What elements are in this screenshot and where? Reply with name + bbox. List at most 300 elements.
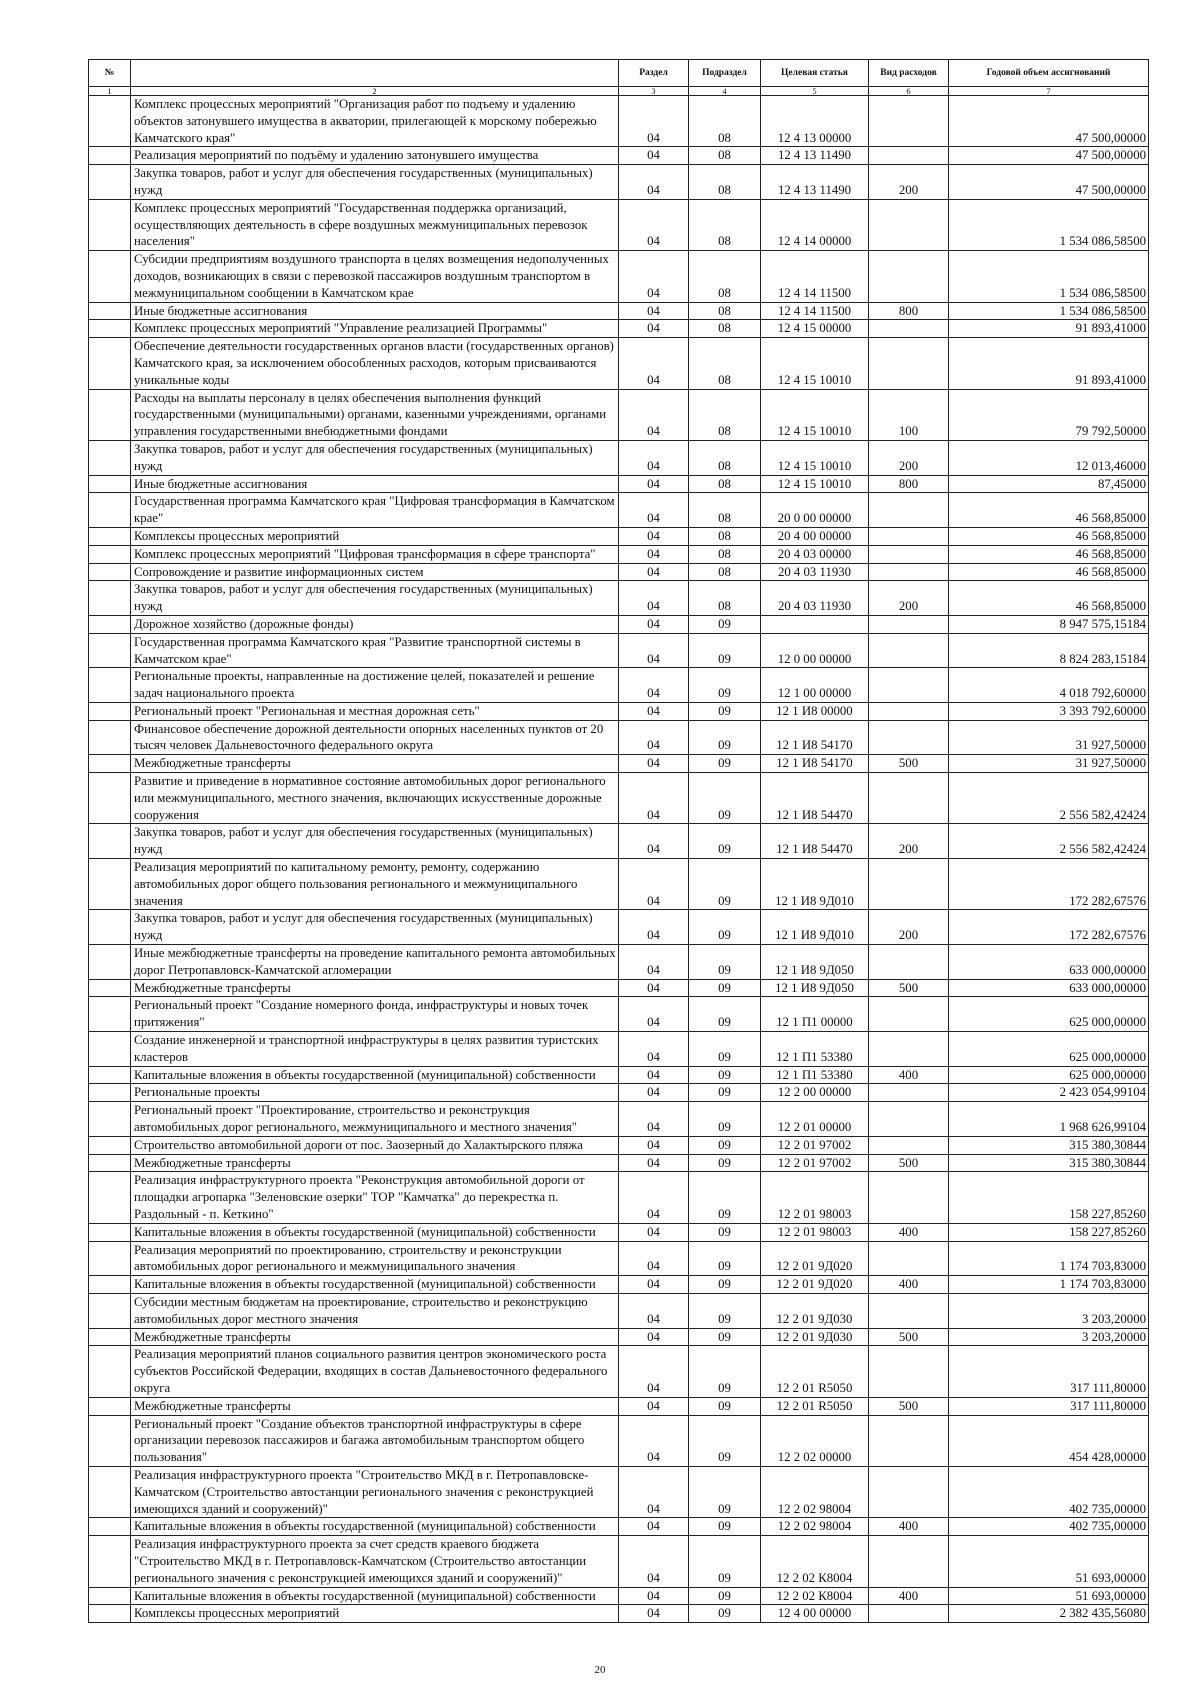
row-name-cell: Региональный проект "Региональная и местная дорожная сеть" bbox=[131, 702, 619, 720]
table-row bbox=[89, 527, 1149, 545]
row-razdel-cell: 04 bbox=[619, 1102, 689, 1137]
row-name-cell: Капитальные вложения в объекты государственной (муниципальной) собственности bbox=[131, 1518, 619, 1536]
row-razdel-cell: 04 bbox=[619, 1293, 689, 1328]
row-name-cell: Комплекс процессных мероприятий "Государственная поддержка организаций, осуществляющих деятельность в сфере воздушных межмуниципальных перевозок населения" bbox=[131, 199, 619, 250]
row-podrazdel-cell: 08 bbox=[689, 440, 761, 475]
row-number-cell bbox=[89, 389, 131, 440]
table-row bbox=[89, 773, 1149, 824]
row-amount-cell: 8 947 575,15184 bbox=[949, 615, 1149, 633]
row-article-cell: 12 2 01 00000 bbox=[761, 1102, 869, 1137]
row-name-cell: Межбюджетные трансферты bbox=[131, 1154, 619, 1172]
row-expense-type-cell bbox=[869, 96, 949, 147]
row-name-cell: Создание инженерной и транспортной инфраструктуры в целях развития туристских кластеров bbox=[131, 1032, 619, 1067]
row-article-cell: 12 2 01 97002 bbox=[761, 1154, 869, 1172]
row-razdel-cell: 04 bbox=[619, 633, 689, 668]
header-row bbox=[89, 60, 1149, 87]
row-podrazdel-cell: 09 bbox=[689, 615, 761, 633]
row-amount-cell: 625 000,00000 bbox=[949, 1032, 1149, 1067]
row-article-cell: 12 1 И8 00000 bbox=[761, 702, 869, 720]
row-number-cell bbox=[89, 997, 131, 1032]
table-row bbox=[89, 979, 1149, 997]
row-number-cell bbox=[89, 979, 131, 997]
row-razdel-cell: 04 bbox=[619, 1605, 689, 1623]
row-podrazdel-cell: 08 bbox=[689, 338, 761, 389]
row-name-cell: Реализация инфраструктурного проекта "Реконструкция автомобильной дороги от площадки агропарка "Зеленовские озерки" ТОР "Камчатка" до перекрестка п. Раздольный - п. Кеткино" bbox=[131, 1172, 619, 1223]
row-razdel-cell: 04 bbox=[619, 824, 689, 859]
table-row bbox=[89, 615, 1149, 633]
row-expense-type-cell bbox=[869, 615, 949, 633]
row-number-cell bbox=[89, 96, 131, 147]
row-podrazdel-cell: 09 bbox=[689, 1587, 761, 1605]
table-row bbox=[89, 1154, 1149, 1172]
row-razdel-cell: 04 bbox=[619, 1223, 689, 1241]
row-expense-type-cell: 500 bbox=[869, 1154, 949, 1172]
header-number: № bbox=[89, 60, 131, 87]
row-razdel-cell: 04 bbox=[619, 338, 689, 389]
table-row bbox=[89, 338, 1149, 389]
row-razdel-cell: 04 bbox=[619, 493, 689, 528]
row-razdel-cell: 04 bbox=[619, 1346, 689, 1397]
row-podrazdel-cell: 09 bbox=[689, 945, 761, 980]
row-expense-type-cell: 500 bbox=[869, 1328, 949, 1346]
row-name-cell: Капитальные вложения в объекты государственной (муниципальной) собственности bbox=[131, 1223, 619, 1241]
table-row bbox=[89, 702, 1149, 720]
row-amount-cell: 47 500,00000 bbox=[949, 147, 1149, 165]
table-row bbox=[89, 910, 1149, 945]
column-number: 3 bbox=[619, 87, 689, 96]
row-razdel-cell: 04 bbox=[619, 979, 689, 997]
row-number-cell bbox=[89, 1032, 131, 1067]
row-expense-type-cell bbox=[869, 945, 949, 980]
table-row bbox=[89, 633, 1149, 668]
table-row bbox=[89, 147, 1149, 165]
row-expense-type-cell bbox=[869, 1032, 949, 1067]
row-expense-type-cell: 100 bbox=[869, 389, 949, 440]
row-name-cell: Комплекс процессных мероприятий "Управление реализацией Программы" bbox=[131, 320, 619, 338]
row-amount-cell: 46 568,85000 bbox=[949, 545, 1149, 563]
row-expense-type-cell bbox=[869, 1293, 949, 1328]
row-expense-type-cell bbox=[869, 563, 949, 581]
row-podrazdel-cell: 09 bbox=[689, 773, 761, 824]
row-podrazdel-cell: 08 bbox=[689, 96, 761, 147]
row-article-cell: 20 4 03 00000 bbox=[761, 545, 869, 563]
row-podrazdel-cell: 09 bbox=[689, 1172, 761, 1223]
row-number-cell bbox=[89, 1536, 131, 1587]
row-podrazdel-cell: 08 bbox=[689, 493, 761, 528]
table-row bbox=[89, 493, 1149, 528]
row-number-cell bbox=[89, 581, 131, 616]
row-podrazdel-cell: 08 bbox=[689, 389, 761, 440]
row-podrazdel-cell: 09 bbox=[689, 910, 761, 945]
row-amount-cell: 317 111,80000 bbox=[949, 1397, 1149, 1415]
row-amount-cell: 2 556 582,42424 bbox=[949, 773, 1149, 824]
row-article-cell: 12 1 И8 54170 bbox=[761, 720, 869, 755]
row-amount-cell: 158 227,85260 bbox=[949, 1172, 1149, 1223]
table-row bbox=[89, 1032, 1149, 1067]
row-podrazdel-cell: 08 bbox=[689, 199, 761, 250]
row-name-cell: Расходы на выплаты персоналу в целях обеспечения выполнения функций государственными (муниципальными) органами, казенными учреждениями, органами управления государственными внебюджетными фондами bbox=[131, 389, 619, 440]
row-razdel-cell: 04 bbox=[619, 1328, 689, 1346]
row-amount-cell: 315 380,30844 bbox=[949, 1154, 1149, 1172]
budget-table bbox=[88, 59, 1149, 1623]
row-expense-type-cell bbox=[869, 1172, 949, 1223]
table-row bbox=[89, 1518, 1149, 1536]
row-article-cell: 12 1 И8 9Д010 bbox=[761, 910, 869, 945]
row-amount-cell: 46 568,85000 bbox=[949, 581, 1149, 616]
row-expense-type-cell bbox=[869, 1536, 949, 1587]
table-row bbox=[89, 997, 1149, 1032]
row-podrazdel-cell: 09 bbox=[689, 668, 761, 703]
row-razdel-cell: 04 bbox=[619, 997, 689, 1032]
row-name-cell: Межбюджетные трансферты bbox=[131, 755, 619, 773]
row-podrazdel-cell: 09 bbox=[689, 720, 761, 755]
row-number-cell bbox=[89, 1605, 131, 1623]
row-number-cell bbox=[89, 720, 131, 755]
row-number-cell bbox=[89, 475, 131, 493]
row-name-cell: Комплекс процессных мероприятий "Организация работ по подъему и удалению объектов затонувшего имущества в акватории, прилегающей к морскому побережью Камчатского края" bbox=[131, 96, 619, 147]
row-name-cell: Субсидии предприятиям воздушного транспорта в целях возмещения недополученных доходов, возникающих в связи с перевозкой пассажиров воздушным транспортом в межмуниципальном сообщении в Камчатском крае bbox=[131, 251, 619, 302]
row-number-cell bbox=[89, 338, 131, 389]
row-article-cell: 12 4 14 11500 bbox=[761, 302, 869, 320]
row-podrazdel-cell: 09 bbox=[689, 1415, 761, 1466]
row-amount-cell: 1 174 703,83000 bbox=[949, 1241, 1149, 1276]
row-article-cell: 20 4 00 00000 bbox=[761, 527, 869, 545]
row-number-cell bbox=[89, 910, 131, 945]
row-article-cell: 12 4 15 00000 bbox=[761, 320, 869, 338]
column-number: 4 bbox=[689, 87, 761, 96]
row-razdel-cell: 04 bbox=[619, 1587, 689, 1605]
table-row bbox=[89, 945, 1149, 980]
row-number-cell bbox=[89, 859, 131, 910]
table-header bbox=[89, 60, 1149, 96]
row-podrazdel-cell: 08 bbox=[689, 563, 761, 581]
row-razdel-cell: 04 bbox=[619, 1172, 689, 1223]
row-amount-cell: 2 556 582,42424 bbox=[949, 824, 1149, 859]
table-row bbox=[89, 1328, 1149, 1346]
row-name-cell: Капитальные вложения в объекты государственной (муниципальной) собственности bbox=[131, 1066, 619, 1084]
row-podrazdel-cell: 09 bbox=[689, 1346, 761, 1397]
row-expense-type-cell: 400 bbox=[869, 1066, 949, 1084]
row-podrazdel-cell: 08 bbox=[689, 475, 761, 493]
row-razdel-cell: 04 bbox=[619, 1066, 689, 1084]
row-podrazdel-cell: 09 bbox=[689, 1276, 761, 1294]
row-amount-cell: 46 568,85000 bbox=[949, 527, 1149, 545]
table-row bbox=[89, 545, 1149, 563]
row-razdel-cell: 04 bbox=[619, 389, 689, 440]
row-amount-cell: 402 735,00000 bbox=[949, 1518, 1149, 1536]
row-amount-cell: 633 000,00000 bbox=[949, 945, 1149, 980]
row-amount-cell: 1 968 626,99104 bbox=[949, 1102, 1149, 1137]
row-expense-type-cell: 800 bbox=[869, 302, 949, 320]
row-article-cell: 12 2 01 9Д030 bbox=[761, 1293, 869, 1328]
row-expense-type-cell bbox=[869, 338, 949, 389]
row-number-cell bbox=[89, 1172, 131, 1223]
row-amount-cell: 91 893,41000 bbox=[949, 320, 1149, 338]
row-expense-type-cell bbox=[869, 633, 949, 668]
table-row bbox=[89, 251, 1149, 302]
row-amount-cell: 1 534 086,58500 bbox=[949, 251, 1149, 302]
row-razdel-cell: 04 bbox=[619, 581, 689, 616]
row-article-cell: 12 1 П1 00000 bbox=[761, 997, 869, 1032]
column-number: 7 bbox=[949, 87, 1149, 96]
row-amount-cell: 633 000,00000 bbox=[949, 979, 1149, 997]
row-name-cell: Сопровождение и развитие информационных систем bbox=[131, 563, 619, 581]
row-podrazdel-cell: 09 bbox=[689, 997, 761, 1032]
row-number-cell bbox=[89, 1154, 131, 1172]
row-number-cell bbox=[89, 1415, 131, 1466]
row-amount-cell: 91 893,41000 bbox=[949, 338, 1149, 389]
row-number-cell bbox=[89, 773, 131, 824]
table-row bbox=[89, 563, 1149, 581]
row-article-cell: 12 2 02 К8004 bbox=[761, 1587, 869, 1605]
row-expense-type-cell: 400 bbox=[869, 1223, 949, 1241]
row-amount-cell: 47 500,00000 bbox=[949, 96, 1149, 147]
row-number-cell bbox=[89, 563, 131, 581]
row-amount-cell: 3 203,20000 bbox=[949, 1328, 1149, 1346]
row-expense-type-cell: 200 bbox=[869, 824, 949, 859]
table-row bbox=[89, 1346, 1149, 1397]
row-expense-type-cell: 200 bbox=[869, 581, 949, 616]
row-article-cell: 12 4 13 11490 bbox=[761, 147, 869, 165]
row-podrazdel-cell: 08 bbox=[689, 320, 761, 338]
row-article-cell: 12 2 01 R5050 bbox=[761, 1397, 869, 1415]
row-article-cell: 12 4 15 10010 bbox=[761, 440, 869, 475]
row-number-cell bbox=[89, 824, 131, 859]
row-article-cell: 12 2 02 К8004 bbox=[761, 1536, 869, 1587]
row-name-cell: Комплексы процессных мероприятий bbox=[131, 527, 619, 545]
row-name-cell: Региональный проект "Создание объектов транспортной инфраструктуры в сфере организации перевозок пассажиров и багажа автомобильным транспортом общего пользования" bbox=[131, 1415, 619, 1466]
row-razdel-cell: 04 bbox=[619, 1415, 689, 1466]
row-expense-type-cell bbox=[869, 1084, 949, 1102]
row-name-cell: Региональный проект "Проектирование, строительство и реконструкция автомобильных дорог регионального, межмуниципального и местного значения" bbox=[131, 1102, 619, 1137]
row-name-cell: Развитие и приведение в нормативное состояние автомобильных дорог регионального или межмуниципального, местного значения, включающих искусственные дорожные сооружения bbox=[131, 773, 619, 824]
row-razdel-cell: 04 bbox=[619, 1518, 689, 1536]
row-amount-cell: 46 568,85000 bbox=[949, 563, 1149, 581]
row-name-cell: Межбюджетные трансферты bbox=[131, 1397, 619, 1415]
row-podrazdel-cell: 09 bbox=[689, 702, 761, 720]
table-row bbox=[89, 1102, 1149, 1137]
row-amount-cell: 158 227,85260 bbox=[949, 1223, 1149, 1241]
row-podrazdel-cell: 09 bbox=[689, 979, 761, 997]
row-expense-type-cell bbox=[869, 1241, 949, 1276]
row-expense-type-cell: 400 bbox=[869, 1276, 949, 1294]
row-article-cell: 12 1 И8 9Д050 bbox=[761, 979, 869, 997]
row-article-cell: 12 1 П1 53380 bbox=[761, 1032, 869, 1067]
row-amount-cell: 87,45000 bbox=[949, 475, 1149, 493]
row-number-cell bbox=[89, 1466, 131, 1517]
row-name-cell: Реализация мероприятий по капитальному ремонту, ремонту, содержанию автомобильных дорог общего пользования регионального и межмуниципального значения bbox=[131, 859, 619, 910]
row-expense-type-cell bbox=[869, 997, 949, 1032]
row-name-cell: Межбюджетные трансферты bbox=[131, 1328, 619, 1346]
header-expense-type: Вид расходов bbox=[869, 60, 949, 87]
row-article-cell: 12 1 И8 54470 bbox=[761, 824, 869, 859]
table-row bbox=[89, 668, 1149, 703]
row-article-cell: 20 4 03 11930 bbox=[761, 563, 869, 581]
row-podrazdel-cell: 09 bbox=[689, 1223, 761, 1241]
row-article-cell: 12 1 И8 9Д010 bbox=[761, 859, 869, 910]
column-number: 1 bbox=[89, 87, 131, 96]
row-article-cell: 12 2 01 9Д020 bbox=[761, 1276, 869, 1294]
row-razdel-cell: 04 bbox=[619, 1466, 689, 1517]
table-row bbox=[89, 1241, 1149, 1276]
row-expense-type-cell bbox=[869, 545, 949, 563]
row-podrazdel-cell: 08 bbox=[689, 165, 761, 200]
table-row bbox=[89, 1587, 1149, 1605]
table-row bbox=[89, 165, 1149, 200]
table-row bbox=[89, 755, 1149, 773]
row-article-cell: 12 2 02 98004 bbox=[761, 1466, 869, 1517]
row-article-cell: 12 2 01 R5050 bbox=[761, 1346, 869, 1397]
row-amount-cell: 31 927,50000 bbox=[949, 755, 1149, 773]
row-expense-type-cell bbox=[869, 320, 949, 338]
row-podrazdel-cell: 09 bbox=[689, 824, 761, 859]
row-number-cell bbox=[89, 1328, 131, 1346]
row-amount-cell: 51 693,00000 bbox=[949, 1587, 1149, 1605]
row-podrazdel-cell: 09 bbox=[689, 1466, 761, 1517]
row-expense-type-cell bbox=[869, 668, 949, 703]
row-expense-type-cell bbox=[869, 773, 949, 824]
row-article-cell: 12 2 00 00000 bbox=[761, 1084, 869, 1102]
row-expense-type-cell bbox=[869, 1136, 949, 1154]
row-article-cell: 12 2 01 9Д030 bbox=[761, 1328, 869, 1346]
row-article-cell: 20 0 00 00000 bbox=[761, 493, 869, 528]
row-amount-cell: 51 693,00000 bbox=[949, 1536, 1149, 1587]
row-podrazdel-cell: 08 bbox=[689, 251, 761, 302]
row-name-cell: Закупка товаров, работ и услуг для обеспечения государственных (муниципальных) нужд bbox=[131, 165, 619, 200]
table-row bbox=[89, 1172, 1149, 1223]
row-podrazdel-cell: 09 bbox=[689, 633, 761, 668]
row-name-cell: Государственная программа Камчатского края "Цифровая трансформация в Камчатском крае" bbox=[131, 493, 619, 528]
row-expense-type-cell: 200 bbox=[869, 910, 949, 945]
row-razdel-cell: 04 bbox=[619, 302, 689, 320]
row-name-cell: Реализация инфраструктурного проекта за счет средств краевого бюджета "Строительство МКД в г. Петропавловск-Камчатском (Строительство автостанции регионального значения с реконструкцией имеющихся зданий и сооружений)" bbox=[131, 1536, 619, 1587]
row-expense-type-cell: 500 bbox=[869, 1397, 949, 1415]
row-name-cell: Комплексы процессных мероприятий bbox=[131, 1605, 619, 1623]
row-number-cell bbox=[89, 633, 131, 668]
row-podrazdel-cell: 08 bbox=[689, 545, 761, 563]
row-name-cell: Иные бюджетные ассигнования bbox=[131, 475, 619, 493]
row-number-cell bbox=[89, 199, 131, 250]
row-amount-cell: 1 534 086,58500 bbox=[949, 302, 1149, 320]
row-razdel-cell: 04 bbox=[619, 320, 689, 338]
row-name-cell: Финансовое обеспечение дорожной деятельности опорных населенных пунктов от 20 тысяч человек Дальневосточного федерального округа bbox=[131, 720, 619, 755]
row-expense-type-cell: 200 bbox=[869, 165, 949, 200]
row-name-cell: Закупка товаров, работ и услуг для обеспечения государственных (муниципальных) нужд bbox=[131, 910, 619, 945]
row-razdel-cell: 04 bbox=[619, 475, 689, 493]
table-row bbox=[89, 824, 1149, 859]
row-podrazdel-cell: 09 bbox=[689, 1397, 761, 1415]
row-number-cell bbox=[89, 945, 131, 980]
row-article-cell: 12 2 02 00000 bbox=[761, 1415, 869, 1466]
row-number-cell bbox=[89, 1587, 131, 1605]
row-amount-cell: 172 282,67576 bbox=[949, 859, 1149, 910]
row-number-cell bbox=[89, 251, 131, 302]
row-amount-cell: 2 382 435,56080 bbox=[949, 1605, 1149, 1623]
row-razdel-cell: 04 bbox=[619, 96, 689, 147]
row-expense-type-cell: 400 bbox=[869, 1587, 949, 1605]
row-expense-type-cell bbox=[869, 1605, 949, 1623]
row-expense-type-cell bbox=[869, 493, 949, 528]
row-razdel-cell: 04 bbox=[619, 615, 689, 633]
row-razdel-cell: 04 bbox=[619, 527, 689, 545]
row-razdel-cell: 04 bbox=[619, 1241, 689, 1276]
row-podrazdel-cell: 09 bbox=[689, 1536, 761, 1587]
row-amount-cell: 172 282,67576 bbox=[949, 910, 1149, 945]
row-expense-type-cell: 500 bbox=[869, 979, 949, 997]
row-razdel-cell: 04 bbox=[619, 720, 689, 755]
row-name-cell: Региональные проекты, направленные на достижение целей, показателей и решение задач национального проекта bbox=[131, 668, 619, 703]
table-row bbox=[89, 1136, 1149, 1154]
table-row bbox=[89, 1466, 1149, 1517]
row-name-cell: Государственная программа Камчатского края "Развитие транспортной системы в Камчатском крае" bbox=[131, 633, 619, 668]
row-amount-cell: 8 824 283,15184 bbox=[949, 633, 1149, 668]
table-row bbox=[89, 1415, 1149, 1466]
row-number-cell bbox=[89, 1241, 131, 1276]
row-expense-type-cell bbox=[869, 1346, 949, 1397]
row-razdel-cell: 04 bbox=[619, 563, 689, 581]
row-article-cell: 12 1 И8 54170 bbox=[761, 755, 869, 773]
row-razdel-cell: 04 bbox=[619, 1032, 689, 1067]
row-name-cell: Реализация мероприятий планов социального развития центров экономического роста субъектов Российской Федерации, входящих в состав Дальневосточного федерального округа bbox=[131, 1346, 619, 1397]
row-expense-type-cell bbox=[869, 251, 949, 302]
table-row bbox=[89, 1276, 1149, 1294]
header-name bbox=[131, 60, 619, 87]
row-podrazdel-cell: 08 bbox=[689, 147, 761, 165]
column-number-row bbox=[89, 87, 1149, 96]
row-razdel-cell: 04 bbox=[619, 1276, 689, 1294]
row-amount-cell: 625 000,00000 bbox=[949, 1066, 1149, 1084]
table-row bbox=[89, 1223, 1149, 1241]
row-article-cell bbox=[761, 615, 869, 633]
row-number-cell bbox=[89, 1293, 131, 1328]
row-razdel-cell: 04 bbox=[619, 1154, 689, 1172]
row-amount-cell: 1 174 703,83000 bbox=[949, 1276, 1149, 1294]
row-amount-cell: 12 013,46000 bbox=[949, 440, 1149, 475]
table-row bbox=[89, 1605, 1149, 1623]
row-razdel-cell: 04 bbox=[619, 440, 689, 475]
row-article-cell: 12 4 13 11490 bbox=[761, 165, 869, 200]
row-number-cell bbox=[89, 1223, 131, 1241]
header-razdel: Раздел bbox=[619, 60, 689, 87]
row-number-cell bbox=[89, 1102, 131, 1137]
row-razdel-cell: 04 bbox=[619, 545, 689, 563]
row-podrazdel-cell: 08 bbox=[689, 527, 761, 545]
table-row bbox=[89, 1397, 1149, 1415]
table-body bbox=[89, 96, 1149, 1623]
row-razdel-cell: 04 bbox=[619, 702, 689, 720]
row-amount-cell: 2 423 054,99104 bbox=[949, 1084, 1149, 1102]
header-annual-amount: Годовой объем ассигнований bbox=[949, 60, 1149, 87]
row-razdel-cell: 04 bbox=[619, 910, 689, 945]
row-razdel-cell: 04 bbox=[619, 755, 689, 773]
row-razdel-cell: 04 bbox=[619, 147, 689, 165]
row-number-cell bbox=[89, 1136, 131, 1154]
table-row bbox=[89, 1066, 1149, 1084]
row-amount-cell: 3 393 792,60000 bbox=[949, 702, 1149, 720]
row-number-cell bbox=[89, 755, 131, 773]
row-podrazdel-cell: 09 bbox=[689, 1154, 761, 1172]
row-name-cell: Реализация инфраструктурного проекта "Строительство МКД в г. Петропавловске-Камчатском (Строительство автостанции регионального значения с реконструкцией имеющихся зданий и сооружений)" bbox=[131, 1466, 619, 1517]
column-number: 5 bbox=[761, 87, 869, 96]
row-razdel-cell: 04 bbox=[619, 1397, 689, 1415]
row-amount-cell: 31 927,50000 bbox=[949, 720, 1149, 755]
row-name-cell: Капитальные вложения в объекты государственной (муниципальной) собственности bbox=[131, 1276, 619, 1294]
row-number-cell bbox=[89, 1346, 131, 1397]
row-article-cell: 12 0 00 00000 bbox=[761, 633, 869, 668]
row-name-cell: Обеспечение деятельности государственных органов власти (государственных органов) Камчатского края, за исключением обособленных расходов, которым присваиваются уникальные коды bbox=[131, 338, 619, 389]
row-name-cell: Региональный проект "Создание номерного фонда, инфраструктуры и новых точек притяжения" bbox=[131, 997, 619, 1032]
row-amount-cell: 315 380,30844 bbox=[949, 1136, 1149, 1154]
